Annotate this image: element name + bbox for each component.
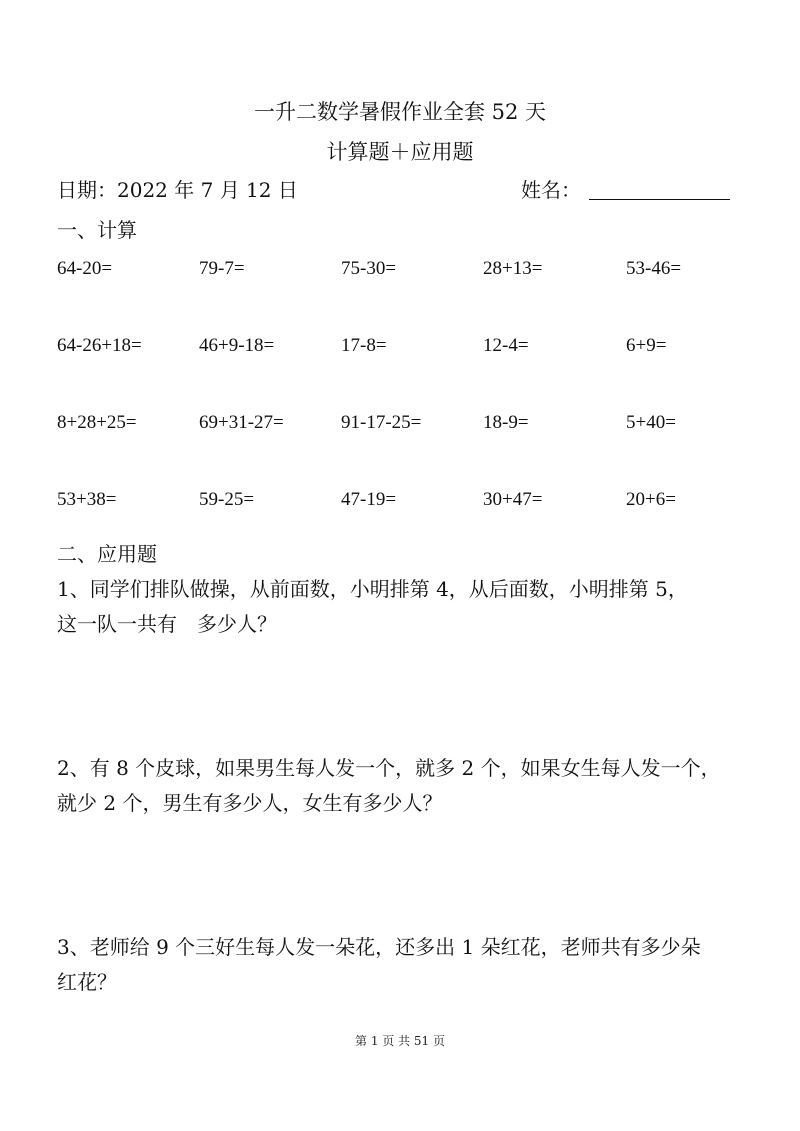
section-heading-word-problems: 二、应用题 (57, 542, 157, 566)
calc-problem: 91-17-25= (341, 412, 422, 433)
question-line: 1、同学们排队做操，从前面数，小明排第 4，从后面数，小明排第 5， (57, 577, 688, 601)
question-line: 2、有 8 个皮球，如果男生每人发一个，就多 2 个，如果女生每人发一个， (57, 756, 721, 780)
calc-problem: 17-8= (341, 335, 387, 356)
calc-problem: 53+38= (57, 489, 117, 510)
calc-problem: 47-19= (341, 489, 397, 510)
question-line: 3、老师给 9 个三好生每人发一朵花，还多出 1 朵红花，老师共有多少朵 (57, 935, 701, 959)
calc-problem: 64-26+18= (57, 335, 142, 356)
calc-problem: 59-25= (199, 489, 255, 510)
calc-problem: 5+40= (626, 412, 676, 433)
page-title: 一升二数学暑假作业全套 52 天 (253, 100, 547, 124)
calc-problem: 69+31-27= (199, 412, 284, 433)
calc-problem: 6+9= (626, 335, 667, 356)
calc-problem: 20+6= (626, 489, 676, 510)
page-subtitle: 计算题＋应用题 (326, 140, 474, 164)
page-number-footer: 第 1 页 共 51 页 (355, 1034, 445, 1048)
question-line: 这一队一共有 多少人？ (57, 612, 277, 636)
calc-problem: 64-20= (57, 258, 113, 279)
question-line: 红花？ (57, 970, 117, 994)
name-label: 姓名： (521, 178, 581, 202)
calc-problem: 46+9-18= (199, 335, 275, 356)
calc-problem: 79-7= (199, 258, 245, 279)
calc-problem: 18-9= (483, 412, 529, 433)
question-line: 就少 2 个，男生有多少人，女生有多少人？ (57, 791, 443, 815)
calc-problem: 12-4= (483, 335, 529, 356)
date-line: 日期：2022 年 7 月 12 日 (57, 178, 298, 202)
calc-problem: 28+13= (483, 258, 543, 279)
name-blank-line (589, 199, 730, 200)
calc-problem: 53-46= (626, 258, 682, 279)
calc-problem: 75-30= (341, 258, 397, 279)
section-heading-calculation: 一、计算 (57, 218, 137, 242)
calc-problem: 30+47= (483, 489, 543, 510)
calc-problem: 8+28+25= (57, 412, 137, 433)
